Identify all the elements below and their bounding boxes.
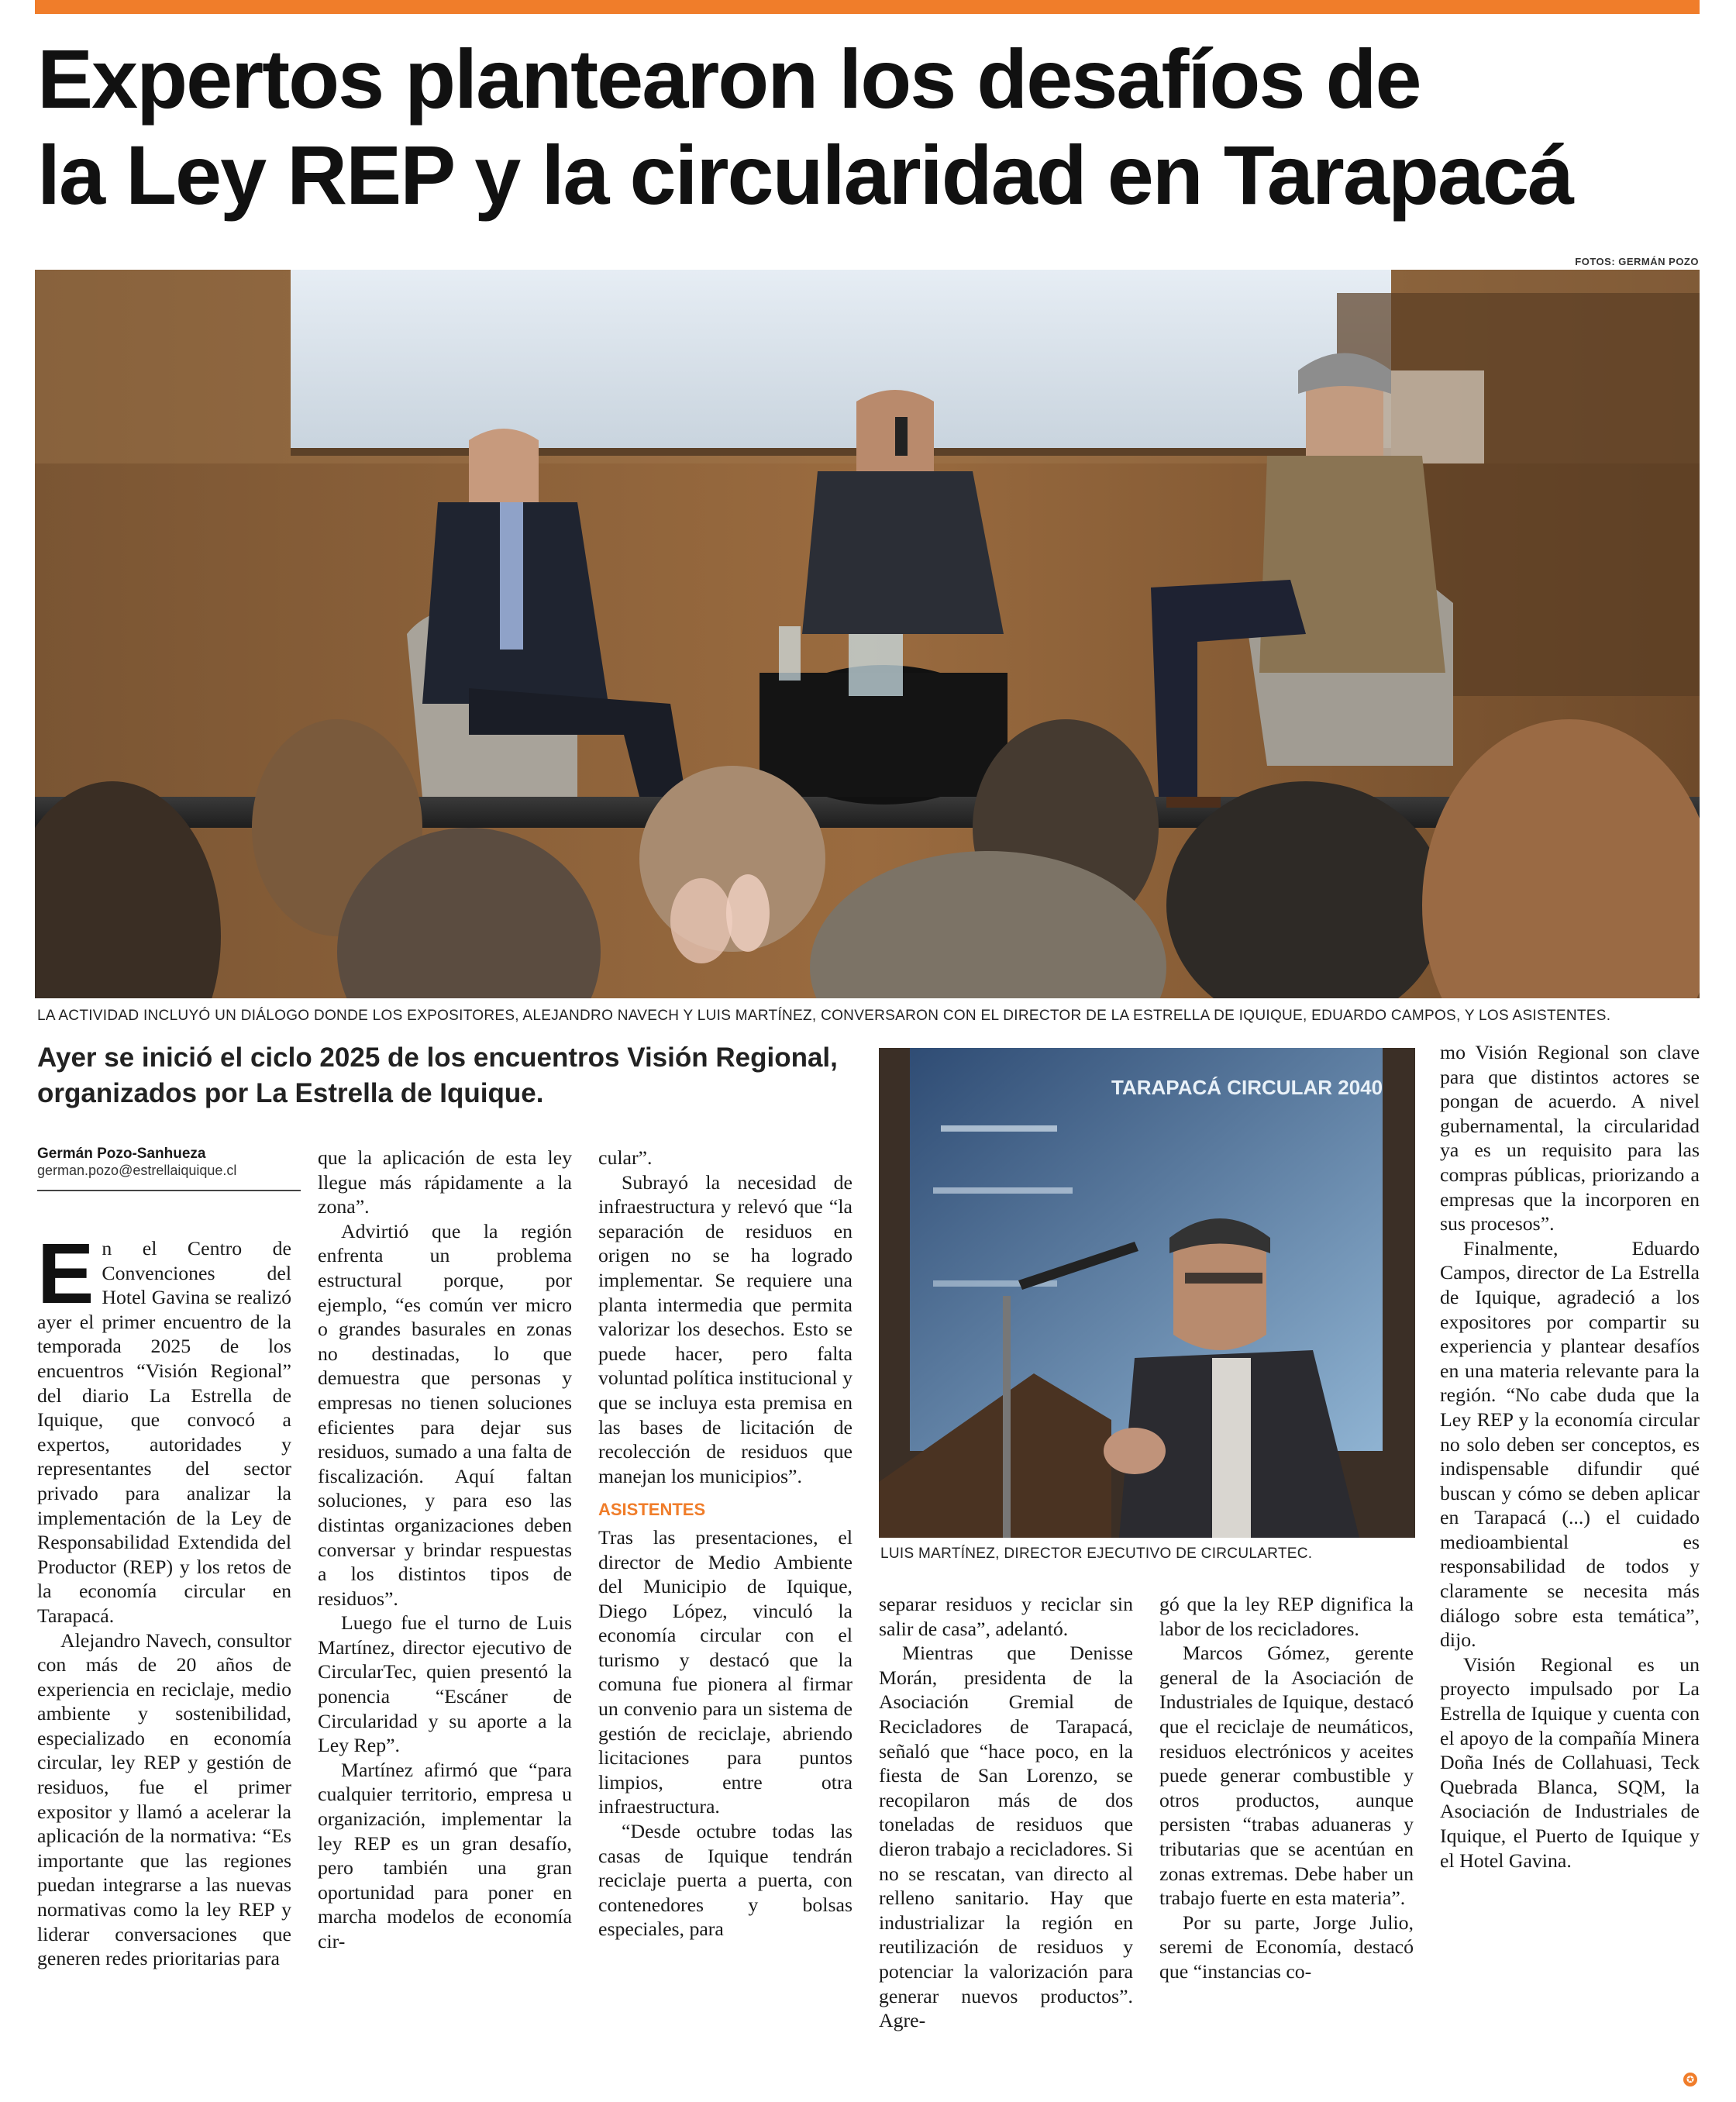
- subheadline: Ayer se inició el ciclo 2025 de los encuentros Visión Regional, organizados por La Estrella de Iquique.: [37, 1042, 838, 1108]
- section-heading: ASISTENTES: [598, 1500, 706, 1520]
- headline-line-1: Expertos plantearon los desafíos de: [37, 32, 1421, 126]
- paragraph-text: n el Centro de Convenciones del Hotel Gavina se realizó ayer el primer encuentro de la temporada 2025 de los encuentros “Visión Regional” del diario La Estrella de Iquique, que convocó a expertos, autoridades y representantes del sector privado para analizar la implementación de la Ley de Responsabilidad Extendida del Productor (REP) y los retos de la economía circular en Tarapacá.: [37, 1237, 291, 1627]
- paragraph: Marcos Gómez, gerente general de la Asociación de Industriales de Iquique, destacó que el reciclaje de neumáticos, residuos electrónicos y aceites puede generar combustible y otros productos, aunque persisten “trabas aduaneras y tributarias que se acentúan en zonas extremas. Debe haber un trabajo fuerte en esta materia”.: [1159, 1642, 1414, 1910]
- inset-screen-text: TARAPACÁ CIRCULAR 2040: [1111, 1076, 1383, 1099]
- byline-divider: [37, 1190, 301, 1191]
- author-email[interactable]: german.pozo@estrellaiquique.cl: [37, 1163, 237, 1178]
- paragraph: que la aplicación de esta ley llegue más rápidamente a la zona”.: [318, 1146, 572, 1218]
- top-accent-bar: [35, 0, 1700, 14]
- main-photo-illustration: [35, 270, 1700, 998]
- article-column-3: [598, 1146, 852, 1942]
- article-column-1: [37, 1226, 291, 1971]
- headline: [37, 31, 1703, 223]
- paragraph: Alejandro Navech, consultor con más de 20 años de experiencia en reciclaje, medio ambiente y sostenibilidad, especializado en economía circular, ley REP y gestión de residuos, fue el primer expositor y llamó a acelerar la aplicación de la normativa: “Es importante que las regiones puedan integrarse a las nuevas normativas como la ley REP y liderar conversaciones que generen redes prioritarias para: [37, 1628, 291, 1970]
- inset-photo-illustration: [879, 1048, 1415, 1538]
- main-photo: [35, 270, 1700, 998]
- main-photo-caption: LA ACTIVIDAD INCLUYÓ UN DIÁLOGO DONDE LOS EXPOSITORES, ALEJANDRO NAVECH Y LUIS MARTÍNEZ, CONVERSARON CON EL DIRECTOR DE LA ESTRELLA DE IQUIQUE, EDUARDO CAMPOS, Y LOS ASISTENTES.: [37, 1008, 1611, 1024]
- paragraph: Visión Regional es un proyecto impulsado por La Estrella de Iquique y cuenta con el apoyo de la compañía Minera Doña Inés de Collahuasi, Teck Quebrada Blanca, SQM, la Asociación de Industriales de Iquique, el Puerto de Iquique y el Hotel Gavina.: [1440, 1652, 1700, 1872]
- article-column-5: [1159, 1592, 1414, 1984]
- paragraph: Tras las presentaciones, el director de Medio Ambiente del Municipio de Iquique, Diego López, vinculó la economía circular con el turismo y destacó que la comuna fue pionera al firmar un convenio para un sistema de gestión de reciclaje, abriendo licitaciones para puntos limpios, entre otra infraestructura.: [598, 1525, 852, 1818]
- article-column-4: [879, 1592, 1133, 2033]
- paragraph: Por su parte, Jorge Julio, seremi de Economía, destacó que “instancias co-: [1159, 1911, 1414, 1983]
- paragraph: Subrayó la necesidad de infraestructura y relevó que “la separación de residuos en origen no se ha logrado implementar. Se requiere una planta intermedia que permita valorizar los desechos. Esto se puede hacer, pero falta voluntad política institucional y que se incluya esta premisa en las bases de licitación de recolección de residuos que manejan los municipios”.: [598, 1170, 852, 1487]
- drop-cap: E: [37, 1226, 95, 1322]
- paragraph: Mientras que Denisse Morán, presidenta de la Asociación Gremial de Recicladores de Tarapacá, señaló que “hace poco, en la fiesta de San Lorenzo, se recopilaron más de dos toneladas de residuos que dieron trabajo a recicladores. Si no se rescatan, van directo al relleno sanitario. Hay que industrializar la región en reutilización de residuos y potenciar la valorización para generar nuevos productos”. Agre-: [879, 1642, 1133, 2032]
- article-column-6: [1440, 1040, 1700, 1873]
- author-name: Germán Pozo-Sanhueza: [37, 1146, 206, 1162]
- article-column-2: [318, 1146, 572, 1954]
- paragraph: cular”.: [598, 1146, 653, 1169]
- inset-photo: [879, 1048, 1415, 1538]
- paragraph: Finalmente, Eduardo Campos, director de La Estrella de Iquique, agradeció a los expositores por compartir su experiencia y plantear desafíos en una materia relevante para la región. “No cabe duda que la Ley REP y la economía circular no solo deben ser conceptos, es indispensable difundir qué buscan y cómo se deben aplicar en Tarapacá (...) el cuidado medioambiental es responsabilidad de todos y claramente se necesita más diálogo sobre esta temática”, dijo.: [1440, 1236, 1700, 1652]
- inset-photo-caption: LUIS MARTÍNEZ, DIRECTOR EJECUTIVO DE CIRCULARTEC.: [880, 1545, 1313, 1562]
- paragraph: Advirtió que la región enfrenta un problema estructural porque, por ejemplo, “es común ver micro o grandes basurales en zonas no destinadas, lo que demuestra que personas y empresas no tienen soluciones eficientes para dejar sus residuos, sumado a una falta de fiscalización. Aquí faltan soluciones, y para eso las distintas organizaciones deben conversar y brindar respuestas a los distintos tipos de residuos”.: [318, 1219, 572, 1610]
- paragraph: “Desde octubre todas las casas de Iquique tendrán reciclaje puerta a puerta, con contenedores y bolsas especiales, para: [598, 1820, 852, 1941]
- headline-line-2: la Ley REP y la circularidad en Tarapacá: [37, 128, 1573, 222]
- paragraph: [37, 1226, 291, 1628]
- end-of-article-icon: ✪: [1683, 2073, 1697, 2086]
- byline: [37, 1146, 301, 1179]
- paragraph: Martínez afirmó que “para cualquier territorio, empresa u organización, implementar la ley REP es un gran desafío, pero también una gran oportunidad para poner en marcha modelos de economía cir-: [318, 1758, 572, 1952]
- paragraph: mo Visión Regional son clave para que distintos actores se pongan de acuerdo. A nivel gubernamental, la circularidad ya es un requisito para las compras públicas, priorizando a empresas que la incorporen en sus procesos”.: [1440, 1041, 1700, 1235]
- photo-credit: FOTOS: GERMÁN POZO: [1575, 256, 1699, 267]
- paragraph: Luego fue el turno de Luis Martínez, director ejecutivo de CircularTec, quien presentó la ponencia “Escáner de Circularidad y su aporte a la Ley Rep”.: [318, 1611, 572, 1757]
- paragraph: gó que la ley REP dignifica la labor de los recicladores.: [1159, 1593, 1414, 1640]
- paragraph: separar residuos y reciclar sin salir de casa”, adelantó.: [879, 1593, 1133, 1640]
